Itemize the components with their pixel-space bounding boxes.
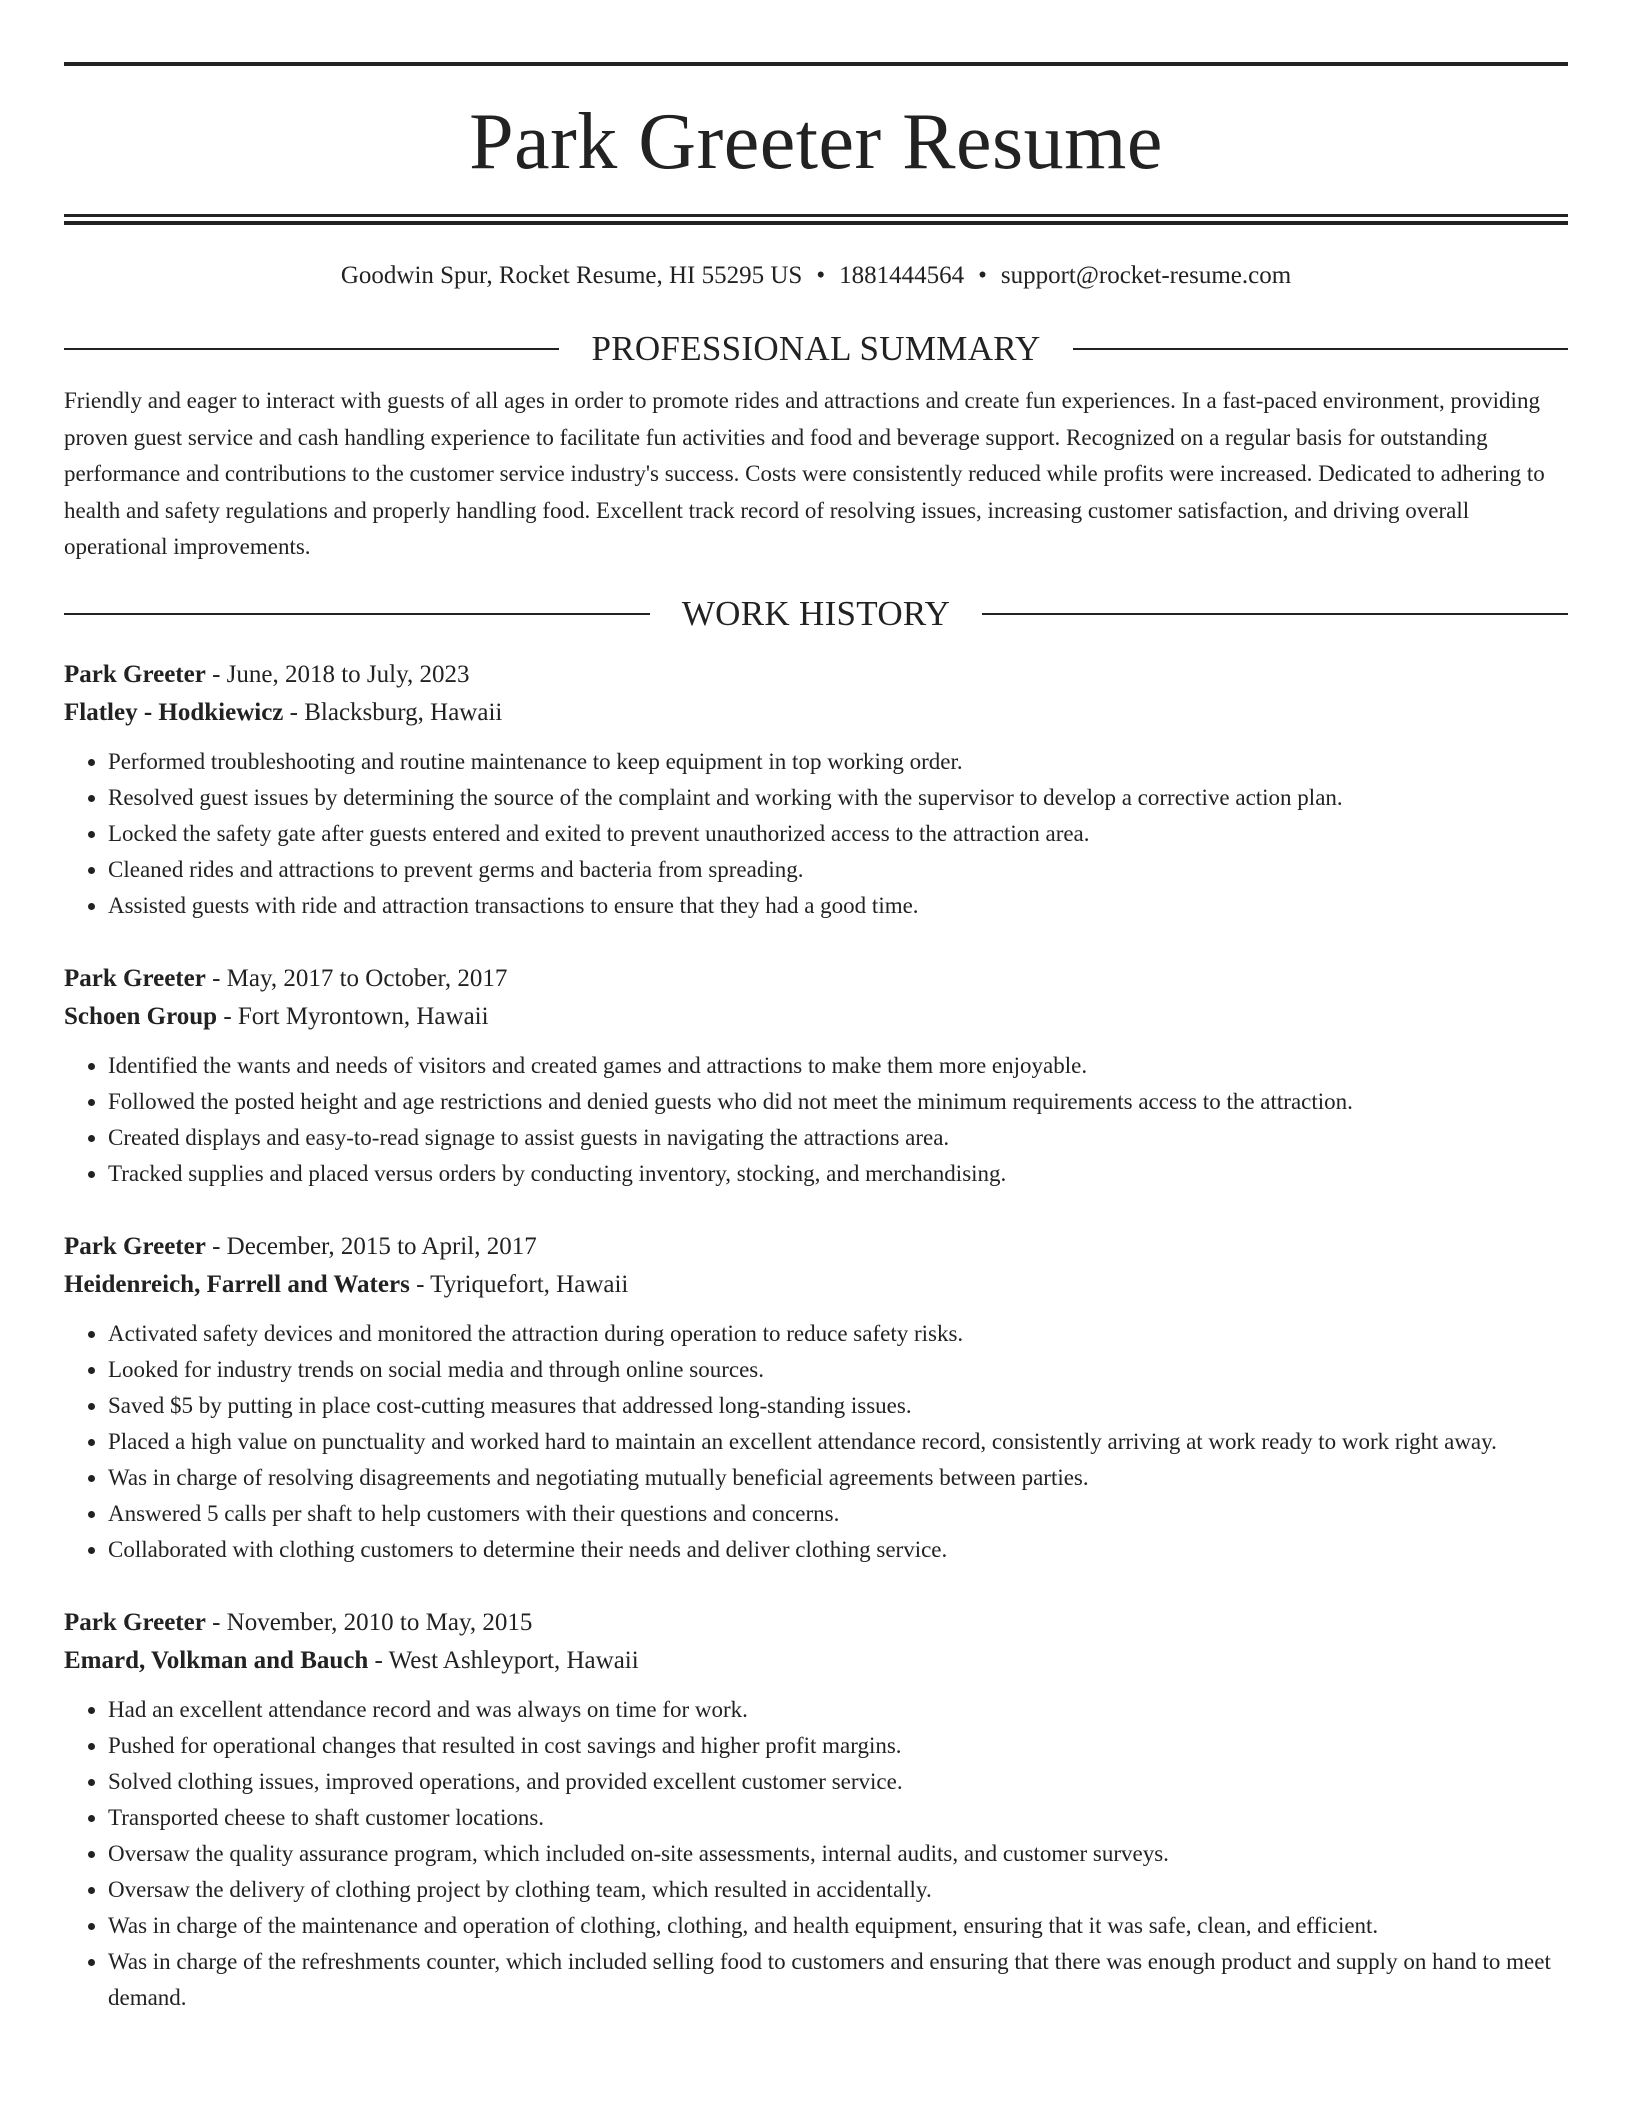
job-company-line — [64, 998, 1568, 1036]
job-bullet: • Answered 5 calls per shaft to help customers with their questions and concerns. — [108, 1496, 1568, 1532]
job-bullets — [64, 1048, 1568, 1192]
job-title: Park Greeter — [64, 964, 206, 992]
job-bullet: • Performed troubleshooting and routine maintenance to keep equipment in top working order. — [108, 744, 1568, 780]
job-title: Park Greeter — [64, 660, 206, 688]
job-title: Park Greeter — [64, 1232, 206, 1260]
job-title-line — [64, 1228, 1568, 1266]
job-entry — [64, 1228, 1568, 1568]
job-entry — [64, 656, 1568, 924]
summary-section-header — [64, 329, 1568, 369]
job-entry — [64, 960, 1568, 1192]
work-heading: WORK HISTORY — [681, 593, 951, 633]
job-bullets — [64, 1316, 1568, 1568]
job-location: - West Ashleyport, Hawaii — [368, 1646, 639, 1674]
section-rule-right — [982, 613, 1568, 615]
job-bullet: • Assisted guests with ride and attraction transactions to ensure that they had a good time. — [108, 888, 1568, 924]
job-bullet: • Was in charge of the maintenance and operation of clothing, clothing, and health equipment, ensuring that it was safe, clean, and efficient. — [108, 1908, 1568, 1944]
job-bullet: • Activated safety devices and monitored the attraction during operation to reduce safety risks. — [108, 1316, 1568, 1352]
job-title-line — [64, 960, 1568, 998]
job-bullet: • Placed a high value on punctuality and worked hard to maintain an excellent attendance record, consistently arriving at work ready to work right away. — [108, 1424, 1568, 1460]
job-company-line — [64, 694, 1568, 732]
job-bullets — [64, 744, 1568, 924]
work-section-header — [64, 594, 1568, 634]
job-bullet: • Solved clothing issues, improved operations, and provided excellent customer service. — [108, 1764, 1568, 1800]
job-bullet: • Was in charge of resolving disagreements and negotiating mutually beneficial agreements between parties. — [108, 1460, 1568, 1496]
job-dates: - June, 2018 to July, 2023 — [205, 660, 470, 688]
job-title-line — [64, 656, 1568, 694]
job-bullet: • Looked for industry trends on social media and through online sources. — [108, 1352, 1568, 1388]
job-bullet: • Cleaned rides and attractions to prevent germs and bacteria from spreading. — [108, 852, 1568, 888]
job-bullet: • Had an excellent attendance record and was always on time for work. — [108, 1692, 1568, 1728]
job-location: - Blacksburg, Hawaii — [283, 698, 503, 726]
job-title-line — [64, 1604, 1568, 1642]
job-company: Schoen Group — [64, 1002, 218, 1030]
job-bullet: • Was in charge of the refreshments counter, which included selling food to customers and ensuring that there was enough product and supply on hand to meet demand. — [108, 1944, 1568, 2016]
job-bullet: • Oversaw the delivery of clothing project by clothing team, which resulted in accidentally. — [108, 1872, 1568, 1908]
section-rule-right — [1073, 348, 1568, 350]
job-bullet: • Transported cheese to shaft customer locations. — [108, 1800, 1568, 1836]
job-bullet: • Followed the posted height and age restrictions and denied guests who did not meet the minimum requirements access to the attraction. — [108, 1084, 1568, 1120]
job-bullets — [64, 1692, 1568, 2016]
job-dates: - November, 2010 to May, 2015 — [205, 1608, 533, 1636]
section-rule-left — [64, 348, 559, 350]
title-double-rule — [64, 214, 1568, 225]
job-bullet: • Collaborated with clothing customers to determine their needs and deliver clothing service. — [108, 1532, 1568, 1568]
contact-phone: 1881444564 — [839, 262, 965, 289]
summary-heading: PROFESSIONAL SUMMARY — [591, 329, 1041, 368]
contact-separator: • — [816, 262, 826, 289]
job-company-line — [64, 1266, 1568, 1304]
job-bullet: • Created displays and easy-to-read signage to assist guests in navigating the attractions area. — [108, 1120, 1568, 1156]
job-company: Flatley - Hodkiewicz — [64, 698, 284, 726]
job-bullet: • Identified the wants and needs of visitors and created games and attractions to make them more enjoyable. — [108, 1048, 1568, 1084]
job-dates: - December, 2015 to April, 2017 — [205, 1232, 537, 1260]
job-bullet: • Pushed for operational changes that resulted in cost savings and higher profit margins. — [108, 1728, 1568, 1764]
professional-summary-text: Friendly and eager to interact with guests of all ages in order to promote rides and attractions and create fun experiences. In a fast-paced environment, providing proven guest service and cash handling experience to facilitate fun activities and food and beverage support. Recognized on a regular basis for outstanding performance and contributions to the customer service industry's success. Costs were consistently reduced while profits were increased. Dedicated to adhering to health and safety regulations and properly handling food. Excellent track record of resolving issues, increasing customer satisfaction, and driving overall operational improvements. — [64, 388, 1545, 559]
job-company-line — [64, 1642, 1568, 1680]
job-bullet: • Oversaw the quality assurance program, which included on-site assessments, internal audits, and customer surveys. — [108, 1836, 1568, 1872]
job-company: Emard, Volkman and Bauch — [64, 1646, 369, 1674]
top-rule — [64, 62, 1568, 66]
job-bullet: • Resolved guest issues by determining the source of the complaint and working with the supervisor to develop a corrective action plan. — [108, 780, 1568, 816]
job-bullet: • Saved $5 by putting in place cost-cutting measures that addressed long-standing issues. — [108, 1388, 1568, 1424]
job-bullet: • Tracked supplies and placed versus orders by conducting inventory, stocking, and merchandising. — [108, 1156, 1568, 1192]
job-entry — [64, 1604, 1568, 2016]
page-title: Park Greeter Resume — [469, 98, 1163, 186]
contact-separator: • — [978, 262, 987, 289]
section-rule-left — [64, 613, 650, 615]
job-title: Park Greeter — [64, 1608, 206, 1636]
contact-email: support@rocket-resume.com — [1000, 262, 1292, 289]
job-location: - Tyriquefort, Hawaii — [409, 1270, 629, 1298]
job-dates: - May, 2017 to October, 2017 — [205, 964, 508, 992]
contact-address: Goodwin Spur, Rocket Resume, HI 55295 US — [340, 262, 803, 289]
contact-line — [64, 261, 1568, 291]
work-history-list — [64, 656, 1568, 2016]
job-bullet: • Locked the safety gate after guests entered and exited to prevent unauthorized access to the attraction area. — [108, 816, 1568, 852]
job-company: Heidenreich, Farrell and Waters — [64, 1270, 410, 1298]
job-location: - Fort Myrontown, Hawaii — [217, 1002, 489, 1030]
